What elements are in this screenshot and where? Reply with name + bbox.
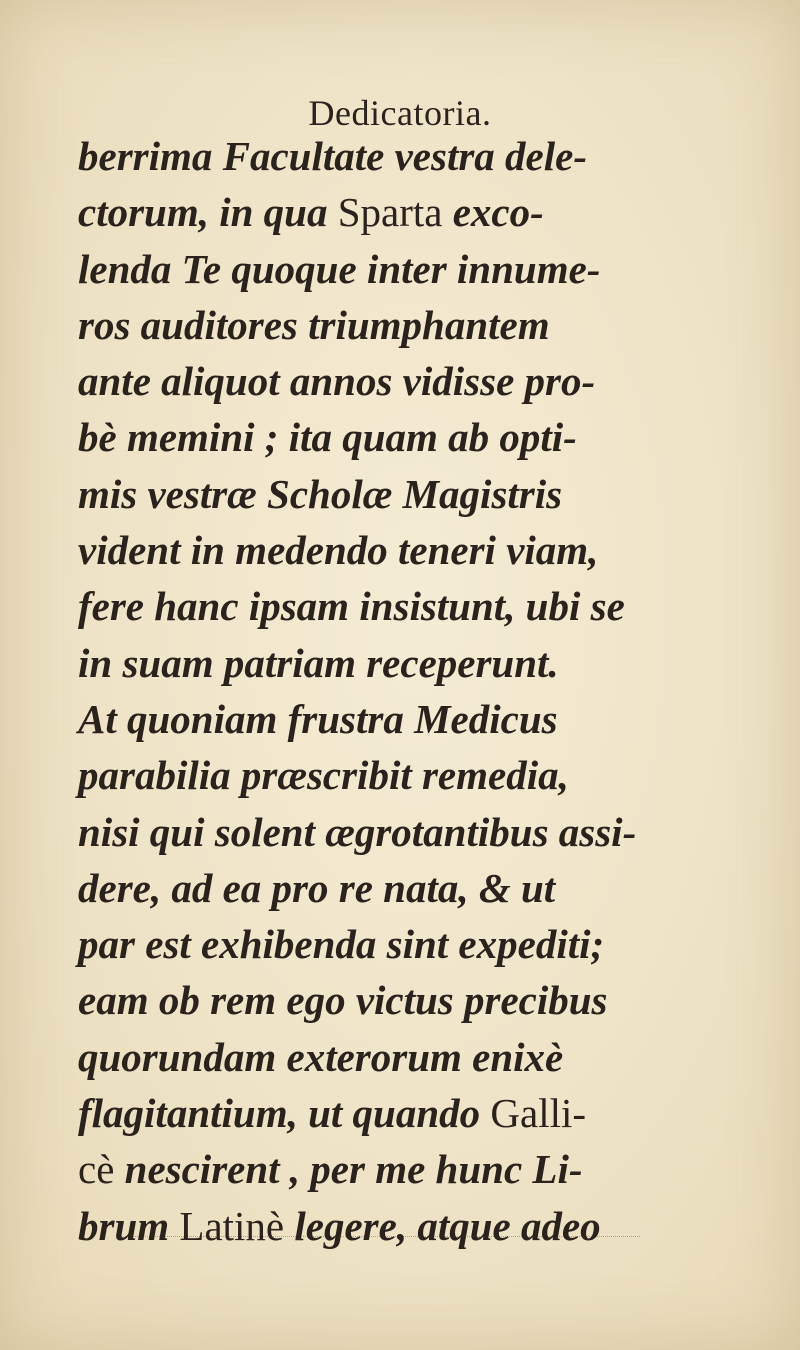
text-line (78, 972, 738, 1028)
roman-text-segment: cè (78, 1146, 115, 1193)
text-line (78, 747, 738, 803)
roman-text-segment: Latinè (179, 1202, 285, 1249)
italic-text-segment: ante aliquot annos vidisse pro- (78, 358, 596, 405)
italic-text-segment: At quoniam frustra Medicus (78, 695, 558, 742)
italic-text-segment: legere, atque adeo (284, 1202, 601, 1249)
italic-text-segment: dere, ad ea pro re nata, & ut (78, 864, 556, 911)
text-line (78, 409, 738, 465)
italic-text-segment: parabilia præscribit remedia, (78, 752, 569, 799)
italic-text-segment: brum (78, 1202, 180, 1249)
text-line (78, 916, 738, 972)
italic-text-segment: ctorum, in qua (78, 189, 338, 236)
italic-text-segment: vident in medendo teneri viam, (78, 527, 599, 574)
italic-text-segment: fere hanc ipsam insistunt, ubi se (78, 583, 625, 630)
roman-text-segment: Galli- (490, 1090, 587, 1137)
italic-text-segment: flagitantium, ut quando (78, 1090, 491, 1137)
italic-text-segment: nescirent , per me hunc Li- (114, 1146, 583, 1193)
italic-text-segment: exco- (442, 189, 544, 236)
text-line (78, 635, 738, 691)
italic-text-segment: in suam patriam receperunt. (78, 639, 559, 686)
italic-text-segment: nisi qui solent ægrotantibus assi- (78, 808, 637, 855)
italic-text-segment: mis vestræ Scholæ Magistris (78, 470, 563, 517)
ink-smudge (120, 1236, 640, 1247)
text-line (78, 184, 738, 240)
text-line (78, 1085, 738, 1141)
italic-text-segment: lenda Te quoque inter innume- (78, 245, 601, 292)
italic-text-segment: quorundam exterorum enixè (78, 1033, 564, 1080)
text-line (78, 297, 738, 353)
text-line (78, 353, 738, 409)
roman-text-segment: Sparta (337, 189, 443, 236)
text-line (78, 241, 738, 297)
italic-text-segment: bè memini ; ita quam ab opti- (78, 414, 577, 461)
text-line (78, 804, 738, 860)
text-line (78, 578, 738, 634)
text-line (78, 128, 738, 184)
text-line (78, 466, 738, 522)
text-line (78, 691, 738, 747)
italic-text-segment: berrima Facultate vestra dele- (78, 133, 587, 179)
text-line (78, 860, 738, 916)
text-line (78, 522, 738, 578)
italic-text-segment: par est exhibenda sint expediti; (78, 921, 605, 968)
text-line (78, 1029, 738, 1085)
text-line (78, 1141, 738, 1197)
italic-text-segment: ros auditores triumphantem (78, 301, 550, 348)
running-head: Dedicatoria. (308, 93, 492, 133)
body-text (78, 128, 738, 1254)
italic-text-segment: eam ob rem ego victus precibus (78, 977, 608, 1024)
